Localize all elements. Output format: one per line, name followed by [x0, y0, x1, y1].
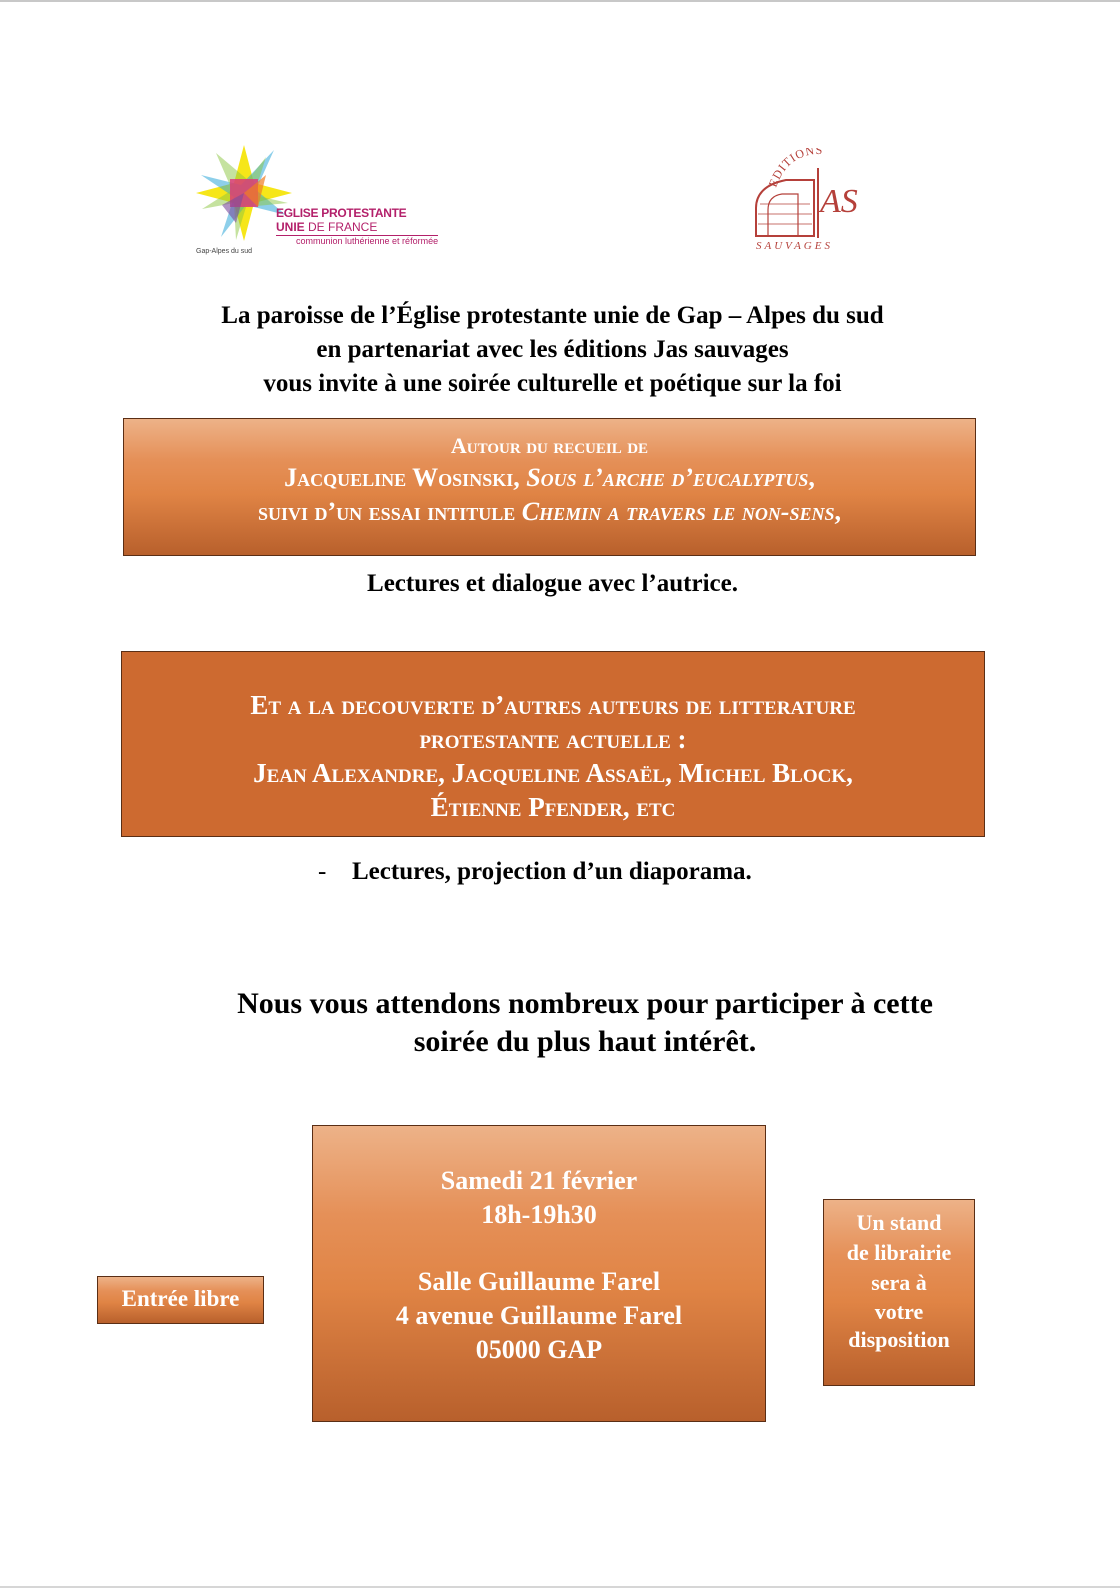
stand-librairie-box	[823, 1199, 975, 1386]
stand-line5: disposition	[848, 1327, 950, 1352]
bullet-dash: -	[318, 858, 327, 885]
essai-intro: suivi d’un essai intitule	[258, 497, 522, 526]
epudf-subtitle: Gap-Alpes du sud	[196, 248, 253, 255]
stand-line1: Un stand	[856, 1210, 942, 1235]
epudf-line2-rest: DE FRANCE	[304, 220, 378, 234]
stand-line2: de librairie	[846, 1240, 952, 1265]
intro-line1: La paroisse de l’Église protestante unie de Gap – Alpes du sud	[221, 302, 884, 329]
epudf-line1: EGLISE PROTESTANTE	[276, 206, 407, 220]
recueil-line1: Autour du recueil de	[450, 433, 649, 458]
jas-sauvages-label: SAUVAGES	[756, 240, 833, 252]
event-city: 05000 GAP	[475, 1335, 603, 1364]
invitation-line1: Nous vous attendons nombreux pour participer à cette	[237, 987, 933, 1020]
entree-libre-box	[97, 1276, 264, 1324]
intro-text	[100, 299, 1005, 401]
jas-sauvages-logo	[748, 148, 888, 258]
event-venue: Salle Guillaume Farel	[417, 1267, 661, 1296]
entree-libre-label: Entrée libre	[121, 1286, 240, 1311]
jas-building-outline	[756, 180, 814, 236]
jas-door-outline	[768, 194, 798, 236]
jas-arc-textpath: EDITIONS	[765, 148, 824, 189]
recueil-line2	[124, 461, 975, 495]
lectures-projection-text: Lectures, projection d’un diaporama.	[352, 858, 752, 885]
stand-line4: votre	[874, 1299, 924, 1324]
jas-letters: AS	[820, 183, 858, 220]
intro-line3: vous invite à une soirée culturelle et poétique sur la foi	[263, 370, 842, 397]
stand-line3: sera à	[871, 1270, 927, 1295]
jas-stone-lines	[758, 204, 812, 224]
epudf-line2-bold: UNIE	[276, 220, 305, 234]
auteurs-line3: Jean Alexandre, Jacqueline Assaël, Michel Block,	[253, 758, 853, 788]
lectures-dialogue-text: Lectures et dialogue avec l’autrice.	[367, 570, 738, 597]
event-street: 4 avenue Guillaume Farel	[395, 1301, 683, 1330]
lectures-projection	[318, 855, 752, 889]
epudf-line3: communion luthérienne et réformée	[276, 235, 438, 247]
epudf-logo	[196, 145, 439, 260]
recueil-author: Jacqueline Wosinski,	[284, 463, 527, 492]
recueil-title: Sous l’arche d’eucalyptus	[526, 463, 809, 492]
epudf-wordmark	[276, 207, 438, 247]
auteurs-line4: Étienne Pfender, etc	[430, 792, 676, 822]
recueil-line3	[124, 495, 975, 529]
auteurs-line1: Et a la decouverte d’autres auteurs de litterature	[250, 690, 856, 720]
page-top-border	[0, 0, 1120, 2]
recueil-line2-end: ,	[808, 463, 815, 492]
essai-title: Chemin a travers le non-sens	[521, 497, 835, 526]
intro-line2: en partenariat avec les éditions Jas sauvages	[316, 336, 789, 363]
event-time: 18h-19h30	[481, 1200, 597, 1229]
auteurs-line2: protestante actuelle :	[419, 724, 687, 754]
recueil-line3-end: ,	[834, 497, 841, 526]
epudf-line2	[276, 220, 438, 234]
invitation-line2: soirée du plus haut intérêt.	[413, 1025, 757, 1058]
jas-building-icon	[748, 148, 888, 243]
event-details-box	[312, 1125, 766, 1422]
invitation-text	[195, 985, 975, 1061]
recueil-box	[123, 418, 976, 556]
auteurs-box	[121, 651, 985, 837]
page-bottom-border	[0, 1586, 1120, 1588]
event-date: Samedi 21 février	[440, 1166, 638, 1195]
